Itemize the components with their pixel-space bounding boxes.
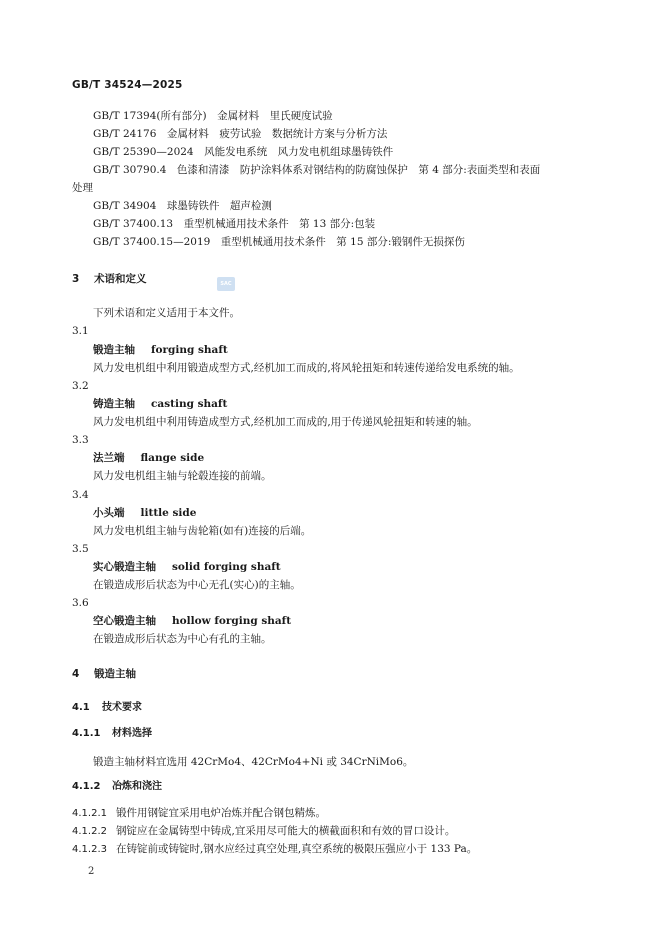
section-3-heading bbox=[72, 272, 147, 286]
reference-item: GB/T 37400.13 重型机械通用技术条件 第 13 部分:包装 bbox=[93, 218, 376, 230]
clause-text: 钢锭应在金属铸型中铸成,宜采用尽可能大的横截面积和有效的冒口设计。 bbox=[116, 825, 456, 837]
subsection-title: 材料选择 bbox=[112, 728, 152, 739]
reference-item: GB/T 37400.15—2019 重型机械通用技术条件 第 15 部分:锻钢件无损探伤 bbox=[93, 236, 465, 248]
section-number: 4 bbox=[72, 668, 80, 680]
term-zh: 空心锻造主轴 bbox=[93, 615, 156, 627]
term-zh: 小头端 bbox=[93, 507, 125, 519]
subsection-4-1-1-heading bbox=[72, 727, 152, 741]
material-selection-text: 锻造主轴材料宜选用 42CrMo4、42CrMo4+Ni 或 34CrNiMo6。 bbox=[93, 756, 414, 768]
subsection-title: 冶炼和浇注 bbox=[112, 781, 162, 792]
term-definition: 风力发电机组中利用锻造成型方式,经机加工而成的,将风轮扭矩和转速传递给发电系统的轴。 bbox=[93, 362, 520, 374]
clause-text: 锻件用钢锭宜采用电炉冶炼并配合钢包精炼。 bbox=[116, 807, 326, 819]
term-en: solid forging shaft bbox=[172, 561, 281, 573]
clause bbox=[72, 842, 477, 857]
term-number: 3.2 bbox=[72, 380, 89, 392]
subsection-number: 4.1 bbox=[72, 702, 90, 713]
clause-number: 4.1.2.1 bbox=[72, 808, 107, 819]
term-zh: 法兰端 bbox=[93, 452, 125, 464]
clause-number: 4.1.2.2 bbox=[72, 826, 107, 837]
subsection-number: 4.1.1 bbox=[72, 728, 101, 739]
reference-item: GB/T 24176 金属材料 疲劳试验 数据统计方案与分析方法 bbox=[93, 128, 388, 140]
clause-text: 在铸锭前或铸锭时,钢水应经过真空处理,真空系统的极限压强应小于 133 Pa。 bbox=[116, 843, 478, 855]
subsection-4-1-2-heading bbox=[72, 780, 162, 794]
reference-item: GB/T 25390—2024 风能发电系统 风力发电机组球墨铸铁件 bbox=[93, 146, 394, 158]
reference-item: GB/T 30790.4 色漆和清漆 防护涂料体系对钢结构的防腐蚀保护 第 4 部分:表面类型和表面 bbox=[93, 164, 541, 176]
section-number: 3 bbox=[72, 273, 80, 285]
term-title bbox=[93, 397, 227, 411]
term-en: casting shaft bbox=[151, 398, 228, 410]
section-4-heading bbox=[72, 667, 136, 681]
term-number: 3.5 bbox=[72, 543, 89, 555]
term-zh: 铸造主轴 bbox=[93, 398, 135, 410]
term-zh: 实心锻造主轴 bbox=[93, 561, 156, 573]
term-number: 3.1 bbox=[72, 325, 89, 337]
clause-number: 4.1.2.3 bbox=[72, 844, 107, 855]
term-en: little side bbox=[140, 507, 197, 519]
term-title bbox=[93, 506, 196, 520]
term-en: flange side bbox=[140, 452, 205, 464]
term-en: forging shaft bbox=[151, 344, 228, 356]
term-number: 3.6 bbox=[72, 597, 89, 609]
term-number: 3.3 bbox=[72, 434, 89, 446]
term-number: 3.4 bbox=[72, 489, 89, 501]
subsection-number: 4.1.2 bbox=[72, 781, 101, 792]
term-definition: 风力发电机组主轴与齿轮箱(如有)连接的后端。 bbox=[93, 525, 312, 537]
section-title: 锻造主轴 bbox=[94, 668, 136, 680]
term-definition: 在锻造成形后状态为中心无孔(实心)的主轴。 bbox=[93, 579, 301, 591]
watermark-logo: SAC bbox=[217, 277, 235, 291]
reference-item-continuation: 处理 bbox=[72, 182, 93, 194]
page-number: 2 bbox=[88, 866, 95, 877]
term-definition: 风力发电机组主轴与轮毂连接的前端。 bbox=[93, 470, 272, 482]
term-definition: 风力发电机组中利用铸造成型方式,经机加工而成的,用于传递风轮扭矩和转速的轴。 bbox=[93, 416, 478, 428]
document-header: GB/T 34524—2025 bbox=[72, 79, 183, 91]
term-en: hollow forging shaft bbox=[172, 615, 292, 627]
term-title bbox=[93, 451, 204, 465]
subsection-4-1-heading bbox=[72, 701, 142, 715]
term-title bbox=[93, 343, 228, 357]
clause bbox=[72, 806, 326, 821]
section-intro: 下列术语和定义适用于本文件。 bbox=[93, 307, 240, 319]
reference-item: GB/T 34904 球墨铸铁件 超声检测 bbox=[93, 200, 272, 212]
term-definition: 在锻造成形后状态为中心有孔的主轴。 bbox=[93, 633, 272, 645]
section-title: 术语和定义 bbox=[94, 273, 147, 285]
term-zh: 锻造主轴 bbox=[93, 344, 135, 356]
subsection-title: 技术要求 bbox=[102, 702, 142, 713]
term-title bbox=[93, 560, 281, 574]
term-title bbox=[93, 614, 291, 628]
reference-item: GB/T 17394(所有部分) 金属材料 里氏硬度试验 bbox=[93, 110, 333, 122]
clause bbox=[72, 824, 455, 839]
